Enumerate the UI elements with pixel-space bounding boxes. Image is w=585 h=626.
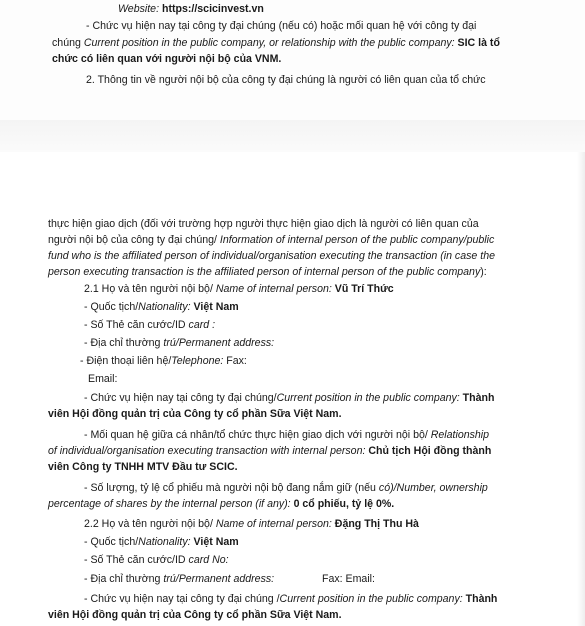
person-2-nationality <box>84 536 239 549</box>
person-1-address-label-en: trú/Permanent address: <box>163 337 275 349</box>
position-line-2-prefix: chúng <box>52 37 84 49</box>
document-page-top <box>0 0 585 120</box>
person-2-nationality-label-en: Nationality: <box>138 536 191 548</box>
person-1-relationship-value: Chủ tịch Hội đồng thành <box>365 445 492 457</box>
person-1-shares-label-en: có)/Number, ownership <box>378 482 488 494</box>
person-1-nationality-label-en: Nationality: <box>138 301 191 313</box>
person-2-name-value: Đặng Thị Thu Hà <box>331 518 419 530</box>
person-1-relationship-line-2 <box>48 445 491 458</box>
position-line-2-italic: Current position in the public company, or relationship with the public company: <box>83 37 455 49</box>
continuation-line-2 <box>48 234 494 247</box>
continuation-line-4 <box>48 266 487 279</box>
person-1-nationality <box>84 301 239 314</box>
person-1-relationship-label-en-cont: of individual/organisation executing transaction with internal person: <box>48 445 366 457</box>
person-2-position-value-start: Thành <box>462 593 498 605</box>
page-edge-shadow <box>577 152 585 626</box>
person-1-id-card <box>84 319 215 332</box>
person-1-name <box>84 283 394 296</box>
person-1-name-value: Vũ Trí Thức <box>331 283 394 295</box>
person-2-name-label: 2.2 Họ và tên người nội bộ/ <box>84 518 216 530</box>
person-2-position-label-en: Current position in the public company: <box>279 593 463 605</box>
person-1-name-label-en: Name of internal person: <box>215 283 332 295</box>
position-line-3: chức có liên quan với người nội bộ của VNM. <box>52 53 282 65</box>
person-2-nationality-label: - Quốc tịch/ <box>84 536 139 548</box>
person-1-fax-label: Fax: <box>223 355 247 367</box>
website-label: Website: <box>118 3 160 15</box>
person-2-address <box>84 573 274 586</box>
position-line-2-bold: SIC là tổ <box>454 37 500 49</box>
page-break <box>0 120 585 152</box>
person-1-shares-value: 0 cổ phiếu, tỷ lệ 0%. <box>290 498 395 510</box>
person-2-position-line-2: viên Hội đồng quản trị của Công ty cổ phần Sữa Việt Nam. <box>48 609 342 621</box>
person-2-id-label: - Số Thẻ căn cước/ID <box>84 554 189 566</box>
person-1-position-label-en: Current position in the public company: <box>276 392 460 404</box>
person-2-position-line-1 <box>84 593 497 606</box>
person-2-nationality-value: Việt Nam <box>190 536 239 548</box>
person-1-id-label-en: card : <box>188 319 216 331</box>
continuation-line-2-italic: Information of internal person of the public company/public <box>219 234 495 246</box>
person-1-address <box>84 337 274 350</box>
person-1-name-label: 2.1 Họ và tên người nội bộ/ <box>84 283 216 295</box>
continuation-line-2-prefix: người nội bộ của công ty đại chúng/ <box>48 234 220 246</box>
person-1-position-line-1 <box>84 392 494 405</box>
person-2-id-label-en: card No: <box>188 554 229 566</box>
person-1-relationship-label-en: Relationship <box>430 429 490 441</box>
person-1-position-line-2: viên Hội đồng quản trị của Công ty cổ phần Sữa Việt Nam. <box>48 408 342 420</box>
position-line-1: - Chức vụ hiện nay tại công ty đại chúng (nếu có) hoặc mối quan hệ với công ty đại <box>86 20 477 32</box>
person-2-id-card <box>84 554 229 567</box>
person-2-address-label: - Địa chỉ thường <box>84 573 164 585</box>
person-1-shares-line-1 <box>84 482 488 495</box>
person-1-telephone-label: - Điện thoại liên hệ/ <box>80 355 172 367</box>
person-1-relationship-line-3: viên Công ty TNHH MTV Đầu tư SCIC. <box>48 461 238 473</box>
person-1-telephone <box>80 355 247 368</box>
website-line <box>118 3 264 16</box>
person-1-nationality-value: Việt Nam <box>190 301 239 313</box>
person-1-shares-line-2 <box>48 498 394 511</box>
person-1-position-label: - Chức vụ hiện nay tại công ty đại chúng/ <box>84 392 277 404</box>
person-1-shares-label-en-cont: percentage of shares by the internal person (if any): <box>48 498 291 510</box>
person-1-relationship-line-1 <box>84 429 489 442</box>
person-1-telephone-label-en: Telephone: <box>171 355 224 367</box>
person-1-position-value-start: Thành <box>459 392 495 404</box>
person-1-email: Email: <box>88 373 118 385</box>
person-2-name-label-en: Name of internal person: <box>215 518 332 530</box>
person-1-relationship-label: - Mối quan hệ giữa cá nhân/tổ chức thực hiện giao dịch với người nội bộ/ <box>84 429 431 441</box>
person-1-id-label: - Số Thẻ căn cước/ID <box>84 319 189 331</box>
continuation-line-3: fund who is the affiliated person of individual/organisation executing the transaction (in case the <box>48 250 495 262</box>
continuation-line-4-suffix: ): <box>480 266 487 278</box>
person-2-fax-email: Fax: Email: <box>322 573 375 585</box>
person-2-name <box>84 518 419 531</box>
person-1-address-label: - Địa chỉ thường <box>84 337 164 349</box>
person-2-position-label: - Chức vụ hiện nay tại công ty đại chúng / <box>84 593 280 605</box>
person-1-nationality-label: - Quốc tịch/ <box>84 301 139 313</box>
continuation-line-1: thực hiện giao dịch (đối với trường hợp người thực hiện giao dịch là người có liên quan của <box>48 218 479 230</box>
person-2-address-label-en: trú/Permanent address: <box>163 573 275 585</box>
website-value: https://scicinvest.vn <box>161 3 264 15</box>
section-2-heading: 2. Thông tin về người nội bộ của công ty đại chúng là người có liên quan của tổ chức <box>86 74 486 86</box>
person-1-shares-label: - Số lượng, tỷ lệ cổ phiếu mà người nội bộ đang nắm giữ (nếu <box>84 482 379 494</box>
continuation-line-4-italic: person executing transaction is the affiliated person of internal person of the public company <box>48 266 481 278</box>
position-line-2 <box>52 37 500 50</box>
